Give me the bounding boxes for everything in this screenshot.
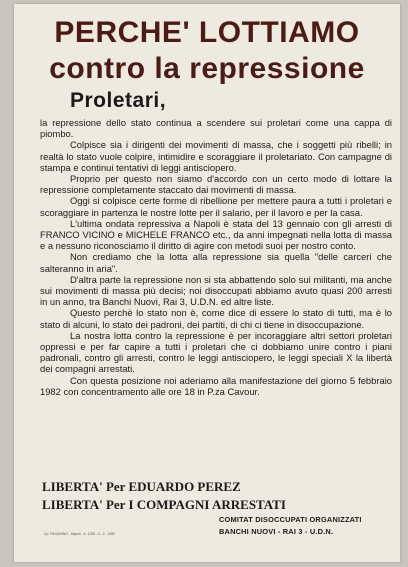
body-paragraph-6: Non crediamo che la lotta alla repressione sia quella "delle carceri che salteranno in aria". — [40, 251, 392, 274]
slogan-compagni-arrestati: LIBERTA' Per I COMPAGNI ARRESTATI — [42, 497, 286, 512]
body-paragraph-7: D'altra parte la repressione non si sta abbattendo solo sui militanti, ma anche sui movimenti di massa più decisi; noi disoccupati abbiamo avuto quasi 200 arresti in un anno, tra Banchi Nuovi, Rai 3, U.D.N. ed altre liste. — [40, 273, 392, 308]
poster-title-line2: contro la repressione — [49, 52, 365, 85]
body-paragraph-1: la repressione dello stato continua a scendere sui proletari come una cappa di piombo. — [40, 117, 392, 140]
signature-committee: COMITAT DISOCCUPATI ORGANIZZATI — [219, 515, 362, 524]
signature-lists: BANCHI NUOVI - RAI 3 - U.D.N. — [219, 527, 334, 536]
body-paragraph-5: L'ultima ondata repressiva a Napoli è stata del 13 gennaio con gli arresti di FRANCO VICINO e MICHELE FRANCO etc., da anni impegnati nella lotta di massa e a nessuno riconosciamo il diritto di agire con metodi suoi per nostro conto. — [40, 217, 392, 252]
poster-body — [40, 117, 392, 397]
slogan-eduardo-perez: LIBERTA' Per EDUARDO PEREZ — [42, 479, 241, 494]
body-paragraph-8: Questo perchè lo stato non è, come dice di essere lo stato di tutti, ma è lo stato di alcuni, lo stato dei padroni, dei partiti, di chi ci tiene in disoccupazione. — [40, 307, 392, 330]
body-paragraph-3: Proprio per questo non siamo d'accordo con un certo modo di lottare la repressione completamente staccato dai movimenti di massa. — [40, 173, 392, 196]
body-paragraph-4: Oggi si colpisce certe forme di ribellione per mettere paura a tutti i proletari e scoraggiare in partenza le nostre lotte per il salario, per il lavoro e per la casa. — [40, 195, 392, 218]
body-paragraph-10: Con questa posizione noi aderiamo alla manifestazione del giorno 5 febbraio 1982 con concentramento alle ore 18 in P.za Cavour. — [40, 374, 392, 397]
poster-slogans — [42, 478, 286, 514]
body-paragraph-9: La nostra lotta contro la repressione è per incoraggiare altri settori proletari oppressi e per far capire a tutti i proletari che ci dobbiamo unire contro i piani padronali, contro gli arresti, contro le leggi antisciopero, le leggi speciali X la libertà dei compagni arrestati. — [40, 329, 392, 375]
poster-sheet — [14, 4, 400, 562]
poster-signature — [219, 514, 362, 538]
printer-imprint: Cp. PAGANINO - Napoli - A. 1158 - 4 - 2 - 1982 — [44, 532, 116, 536]
body-paragraph-2: Colpisce sia i dirigenti dei movimenti di massa, che i soggetti più ribelli; in realtà lo stato vuole colpire, intimidire e scoraggiare il proletariato. Con campagne di stampa e continui tentativi di leggi antisciopero. — [40, 139, 392, 173]
poster-title-line1: PERCHE' LOTTIAMO — [54, 16, 360, 49]
poster-salutation: Proletari, — [70, 89, 167, 112]
